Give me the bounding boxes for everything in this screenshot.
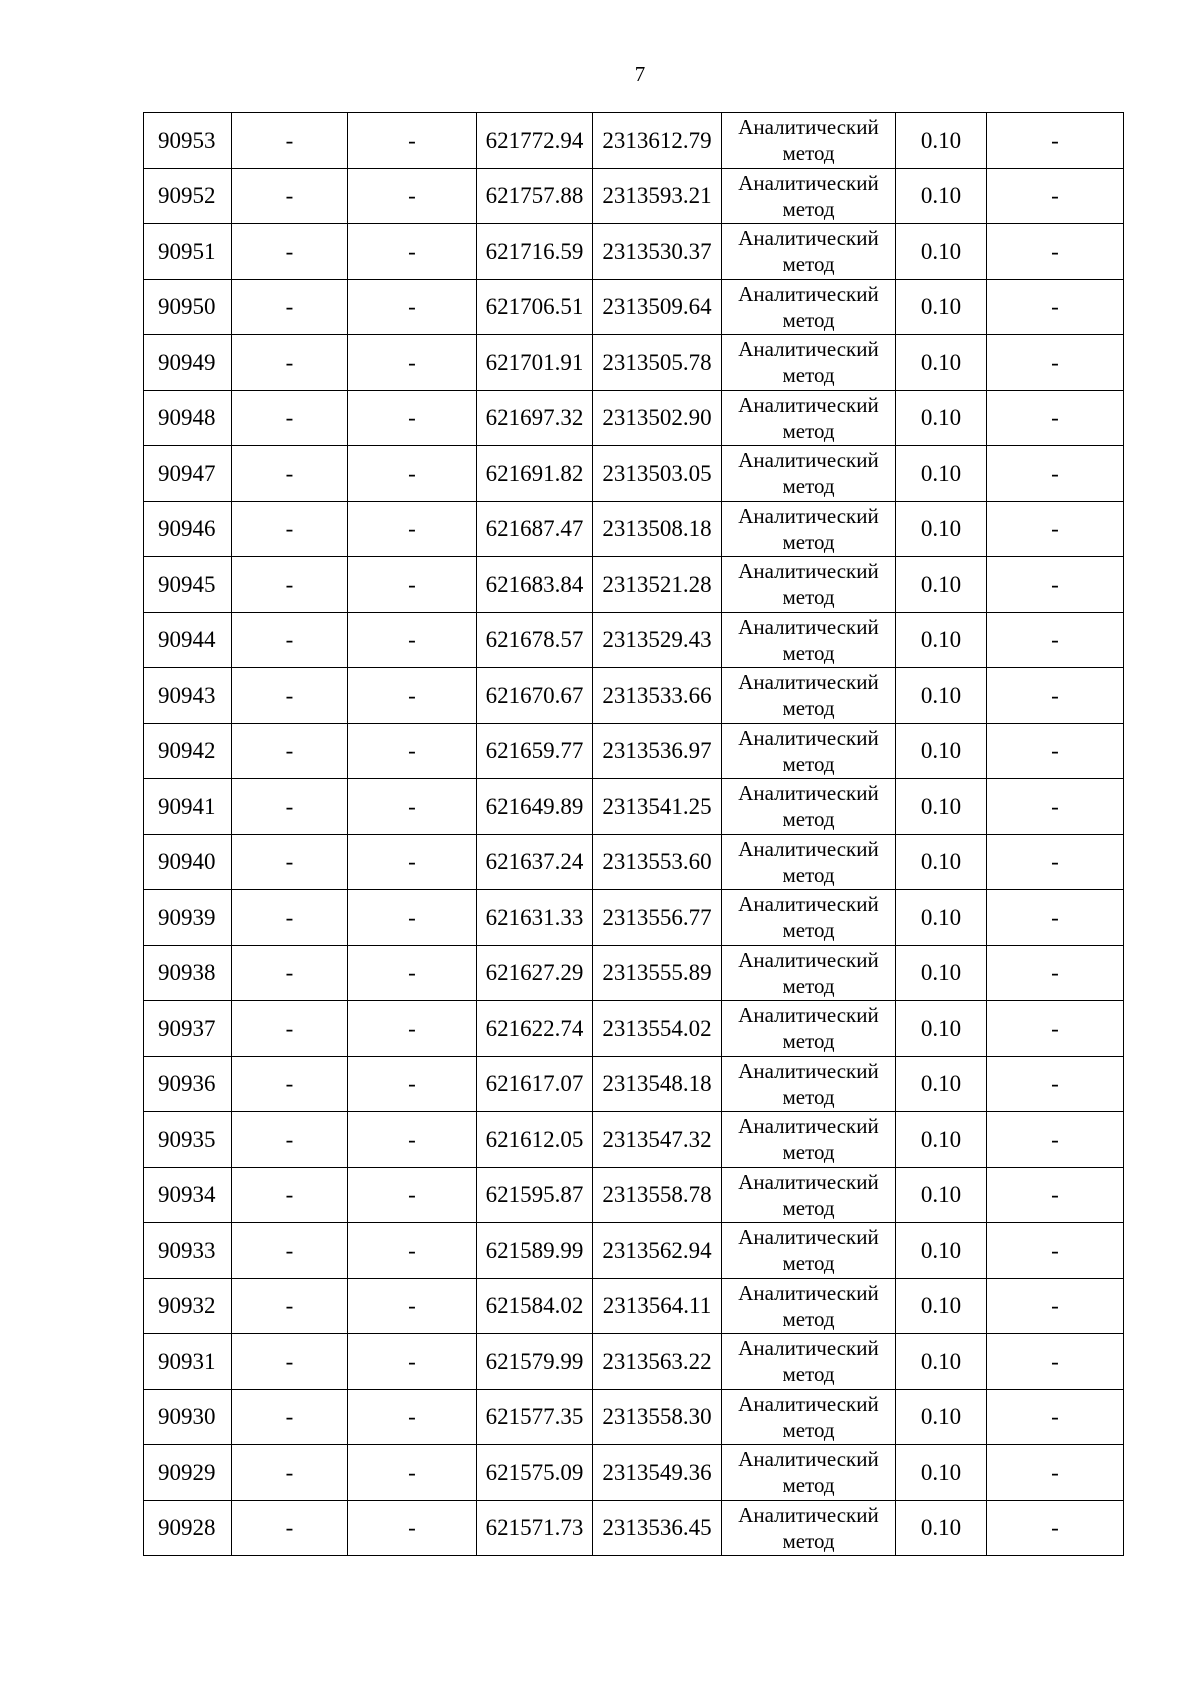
y-coordinate-cell: 2313555.89 [593, 945, 722, 1001]
method-cell [722, 557, 896, 613]
precision-cell: 0.10 [896, 224, 987, 280]
description-cell: - [987, 1001, 1124, 1057]
precision-cell: 0.10 [896, 1389, 987, 1445]
precision-cell: 0.10 [896, 279, 987, 335]
y-coordinate-cell: 2313509.64 [593, 279, 722, 335]
x-coordinate-cell: 621627.29 [477, 945, 593, 1001]
table-row [144, 224, 1124, 280]
table-row [144, 834, 1124, 890]
table-row [144, 1112, 1124, 1168]
description-cell: - [987, 668, 1124, 724]
method-label-line2: метод [782, 585, 835, 610]
method-cell [722, 668, 896, 724]
empty-cell: - [348, 279, 477, 335]
table-row [144, 501, 1124, 557]
empty-cell: - [232, 113, 348, 169]
point-id-cell: 90933 [144, 1223, 232, 1279]
empty-cell: - [232, 668, 348, 724]
empty-cell: - [348, 1167, 477, 1223]
y-coordinate-cell: 2313612.79 [593, 113, 722, 169]
table-row [144, 557, 1124, 613]
precision-cell: 0.10 [896, 1278, 987, 1334]
method-label-line1: Аналитический [738, 781, 879, 806]
description-cell: - [987, 1167, 1124, 1223]
y-coordinate-cell: 2313564.11 [593, 1278, 722, 1334]
method-label-line1: Аналитический [738, 1391, 879, 1416]
method-cell [722, 168, 896, 224]
empty-cell: - [348, 1389, 477, 1445]
x-coordinate-cell: 621649.89 [477, 779, 593, 835]
description-cell: - [987, 446, 1124, 502]
method-label-line1: Аналитический [738, 1447, 879, 1472]
method-label-line1: Аналитический [738, 1280, 879, 1305]
y-coordinate-cell: 2313530.37 [593, 224, 722, 280]
x-coordinate-cell: 621691.82 [477, 446, 593, 502]
description-cell: - [987, 168, 1124, 224]
precision-cell: 0.10 [896, 779, 987, 835]
description-cell: - [987, 612, 1124, 668]
point-id-cell: 90946 [144, 501, 232, 557]
x-coordinate-cell: 621622.74 [477, 1001, 593, 1057]
method-cell [722, 224, 896, 280]
method-cell [722, 1001, 896, 1057]
method-label-line2: метод [782, 918, 835, 943]
description-cell: - [987, 390, 1124, 446]
description-cell: - [987, 890, 1124, 946]
method-label-line2: метод [782, 196, 835, 221]
point-id-cell: 90929 [144, 1445, 232, 1501]
method-cell [722, 1223, 896, 1279]
method-label-line1: Аналитический [738, 1225, 879, 1250]
empty-cell: - [348, 1334, 477, 1390]
precision-cell: 0.10 [896, 390, 987, 446]
precision-cell: 0.10 [896, 501, 987, 557]
empty-cell: - [232, 834, 348, 890]
table-row [144, 1167, 1124, 1223]
empty-cell: - [348, 446, 477, 502]
y-coordinate-cell: 2313554.02 [593, 1001, 722, 1057]
y-coordinate-cell: 2313536.97 [593, 723, 722, 779]
table-row [144, 890, 1124, 946]
x-coordinate-cell: 621571.73 [477, 1500, 593, 1556]
empty-cell: - [232, 1445, 348, 1501]
method-label-line2: метод [782, 252, 835, 277]
x-coordinate-cell: 621579.99 [477, 1334, 593, 1390]
method-label-line2: метод [782, 1140, 835, 1165]
method-label-line1: Аналитический [738, 1502, 879, 1527]
y-coordinate-cell: 2313541.25 [593, 779, 722, 835]
method-label-line2: метод [782, 862, 835, 887]
method-cell [722, 1334, 896, 1390]
y-coordinate-cell: 2313529.43 [593, 612, 722, 668]
method-label-line1: Аналитический [738, 614, 879, 639]
method-label-line2: метод [782, 696, 835, 721]
precision-cell: 0.10 [896, 1112, 987, 1168]
method-label-line1: Аналитический [738, 226, 879, 251]
point-id-cell: 90947 [144, 446, 232, 502]
table-row [144, 779, 1124, 835]
method-cell [722, 279, 896, 335]
precision-cell: 0.10 [896, 1001, 987, 1057]
empty-cell: - [232, 390, 348, 446]
table-row [144, 335, 1124, 391]
empty-cell: - [232, 1112, 348, 1168]
precision-cell: 0.10 [896, 446, 987, 502]
x-coordinate-cell: 621687.47 [477, 501, 593, 557]
table-row [144, 1223, 1124, 1279]
empty-cell: - [348, 224, 477, 280]
method-label-line2: метод [782, 529, 835, 554]
empty-cell: - [348, 834, 477, 890]
description-cell: - [987, 834, 1124, 890]
description-cell: - [987, 335, 1124, 391]
x-coordinate-cell: 621659.77 [477, 723, 593, 779]
precision-cell: 0.10 [896, 1056, 987, 1112]
method-label-line1: Аналитический [738, 1336, 879, 1361]
empty-cell: - [232, 279, 348, 335]
x-coordinate-cell: 621716.59 [477, 224, 593, 280]
empty-cell: - [348, 612, 477, 668]
x-coordinate-cell: 621584.02 [477, 1278, 593, 1334]
empty-cell: - [348, 779, 477, 835]
precision-cell: 0.10 [896, 1167, 987, 1223]
table-row [144, 1001, 1124, 1057]
empty-cell: - [232, 1334, 348, 1390]
table-body [144, 113, 1124, 1556]
method-cell [722, 1389, 896, 1445]
empty-cell: - [232, 1001, 348, 1057]
precision-cell: 0.10 [896, 557, 987, 613]
point-id-cell: 90943 [144, 668, 232, 724]
x-coordinate-cell: 621670.67 [477, 668, 593, 724]
empty-cell: - [348, 557, 477, 613]
method-label-line2: метод [782, 141, 835, 166]
empty-cell: - [232, 446, 348, 502]
point-id-cell: 90940 [144, 834, 232, 890]
precision-cell: 0.10 [896, 612, 987, 668]
x-coordinate-cell: 621595.87 [477, 1167, 593, 1223]
method-label-line1: Аналитический [738, 281, 879, 306]
empty-cell: - [232, 612, 348, 668]
empty-cell: - [232, 557, 348, 613]
point-id-cell: 90931 [144, 1334, 232, 1390]
method-label-line2: метод [782, 973, 835, 998]
empty-cell: - [232, 1500, 348, 1556]
table-row [144, 113, 1124, 169]
empty-cell: - [348, 1001, 477, 1057]
empty-cell: - [348, 335, 477, 391]
method-cell [722, 834, 896, 890]
precision-cell: 0.10 [896, 168, 987, 224]
empty-cell: - [232, 168, 348, 224]
method-label-line2: метод [782, 1306, 835, 1331]
empty-cell: - [232, 1278, 348, 1334]
description-cell: - [987, 1056, 1124, 1112]
method-label-line1: Аналитический [738, 1169, 879, 1194]
method-label-line2: метод [782, 807, 835, 832]
x-coordinate-cell: 621575.09 [477, 1445, 593, 1501]
method-cell [722, 1500, 896, 1556]
method-cell [722, 890, 896, 946]
point-id-cell: 90950 [144, 279, 232, 335]
x-coordinate-cell: 621577.35 [477, 1389, 593, 1445]
table-row [144, 668, 1124, 724]
method-cell [722, 1278, 896, 1334]
empty-cell: - [348, 723, 477, 779]
method-cell [722, 335, 896, 391]
description-cell: - [987, 279, 1124, 335]
method-cell [722, 501, 896, 557]
method-label-line2: метод [782, 363, 835, 388]
point-id-cell: 90932 [144, 1278, 232, 1334]
y-coordinate-cell: 2313556.77 [593, 890, 722, 946]
table-row [144, 612, 1124, 668]
method-label-line2: метод [782, 307, 835, 332]
y-coordinate-cell: 2313508.18 [593, 501, 722, 557]
table-row [144, 723, 1124, 779]
y-coordinate-cell: 2313536.45 [593, 1500, 722, 1556]
x-coordinate-cell: 621683.84 [477, 557, 593, 613]
empty-cell: - [348, 1056, 477, 1112]
description-cell: - [987, 1112, 1124, 1168]
empty-cell: - [348, 1500, 477, 1556]
table-row [144, 1389, 1124, 1445]
y-coordinate-cell: 2313558.30 [593, 1389, 722, 1445]
empty-cell: - [348, 1445, 477, 1501]
method-label-line2: метод [782, 1195, 835, 1220]
method-cell [722, 446, 896, 502]
y-coordinate-cell: 2313553.60 [593, 834, 722, 890]
point-id-cell: 90949 [144, 335, 232, 391]
empty-cell: - [232, 335, 348, 391]
empty-cell: - [232, 890, 348, 946]
point-id-cell: 90939 [144, 890, 232, 946]
empty-cell: - [232, 945, 348, 1001]
empty-cell: - [348, 168, 477, 224]
coordinates-table [143, 112, 1124, 1556]
precision-cell: 0.10 [896, 1500, 987, 1556]
x-coordinate-cell: 621678.57 [477, 612, 593, 668]
y-coordinate-cell: 2313558.78 [593, 1167, 722, 1223]
precision-cell: 0.10 [896, 1334, 987, 1390]
method-label-line1: Аналитический [738, 337, 879, 362]
method-cell [722, 723, 896, 779]
description-cell: - [987, 1500, 1124, 1556]
method-label-line1: Аналитический [738, 392, 879, 417]
method-label-line1: Аналитический [738, 170, 879, 195]
x-coordinate-cell: 621631.33 [477, 890, 593, 946]
x-coordinate-cell: 621697.32 [477, 390, 593, 446]
method-cell [722, 1167, 896, 1223]
page-number: 7 [634, 62, 646, 86]
table-row [144, 1278, 1124, 1334]
y-coordinate-cell: 2313502.90 [593, 390, 722, 446]
precision-cell: 0.10 [896, 1445, 987, 1501]
precision-cell: 0.10 [896, 945, 987, 1001]
table-row [144, 446, 1124, 502]
empty-cell: - [348, 390, 477, 446]
y-coordinate-cell: 2313593.21 [593, 168, 722, 224]
description-cell: - [987, 501, 1124, 557]
point-id-cell: 90938 [144, 945, 232, 1001]
point-id-cell: 90935 [144, 1112, 232, 1168]
description-cell: - [987, 1389, 1124, 1445]
precision-cell: 0.10 [896, 668, 987, 724]
method-label-line2: метод [782, 1473, 835, 1498]
method-label-line1: Аналитический [738, 1003, 879, 1028]
method-cell [722, 1445, 896, 1501]
x-coordinate-cell: 621701.91 [477, 335, 593, 391]
y-coordinate-cell: 2313548.18 [593, 1056, 722, 1112]
description-cell: - [987, 557, 1124, 613]
point-id-cell: 90948 [144, 390, 232, 446]
description-cell: - [987, 779, 1124, 835]
point-id-cell: 90953 [144, 113, 232, 169]
empty-cell: - [232, 1389, 348, 1445]
method-label-line1: Аналитический [738, 670, 879, 695]
x-coordinate-cell: 621612.05 [477, 1112, 593, 1168]
method-label-line1: Аналитический [738, 892, 879, 917]
empty-cell: - [348, 890, 477, 946]
method-label-line1: Аналитический [738, 836, 879, 861]
precision-cell: 0.10 [896, 890, 987, 946]
empty-cell: - [348, 501, 477, 557]
method-label-line2: метод [782, 1084, 835, 1109]
y-coordinate-cell: 2313521.28 [593, 557, 722, 613]
point-id-cell: 90930 [144, 1389, 232, 1445]
method-cell [722, 612, 896, 668]
precision-cell: 0.10 [896, 113, 987, 169]
y-coordinate-cell: 2313562.94 [593, 1223, 722, 1279]
description-cell: - [987, 224, 1124, 280]
method-label-line1: Аналитический [738, 115, 879, 140]
precision-cell: 0.10 [896, 834, 987, 890]
point-id-cell: 90942 [144, 723, 232, 779]
table-row [144, 945, 1124, 1001]
method-label-line2: метод [782, 1528, 835, 1553]
point-id-cell: 90936 [144, 1056, 232, 1112]
method-label-line2: метод [782, 640, 835, 665]
method-label-line2: метод [782, 1029, 835, 1054]
empty-cell: - [232, 779, 348, 835]
y-coordinate-cell: 2313505.78 [593, 335, 722, 391]
point-id-cell: 90928 [144, 1500, 232, 1556]
empty-cell: - [232, 723, 348, 779]
method-cell [722, 390, 896, 446]
y-coordinate-cell: 2313563.22 [593, 1334, 722, 1390]
description-cell: - [987, 1445, 1124, 1501]
y-coordinate-cell: 2313547.32 [593, 1112, 722, 1168]
empty-cell: - [232, 1167, 348, 1223]
point-id-cell: 90937 [144, 1001, 232, 1057]
table-row [144, 168, 1124, 224]
y-coordinate-cell: 2313533.66 [593, 668, 722, 724]
y-coordinate-cell: 2313503.05 [593, 446, 722, 502]
empty-cell: - [348, 113, 477, 169]
empty-cell: - [232, 501, 348, 557]
method-label-line1: Аналитический [738, 448, 879, 473]
method-label-line1: Аналитический [738, 1114, 879, 1139]
method-label-line2: метод [782, 1417, 835, 1442]
method-label-line1: Аналитический [738, 559, 879, 584]
method-label-line1: Аналитический [738, 503, 879, 528]
empty-cell: - [232, 224, 348, 280]
empty-cell: - [348, 668, 477, 724]
method-label-line2: метод [782, 751, 835, 776]
method-label-line1: Аналитический [738, 725, 879, 750]
empty-cell: - [232, 1223, 348, 1279]
x-coordinate-cell: 621617.07 [477, 1056, 593, 1112]
empty-cell: - [348, 1223, 477, 1279]
point-id-cell: 90945 [144, 557, 232, 613]
description-cell: - [987, 113, 1124, 169]
method-label-line2: метод [782, 474, 835, 499]
precision-cell: 0.10 [896, 723, 987, 779]
table-row [144, 1334, 1124, 1390]
precision-cell: 0.10 [896, 335, 987, 391]
y-coordinate-cell: 2313549.36 [593, 1445, 722, 1501]
method-label-line2: метод [782, 1362, 835, 1387]
empty-cell: - [348, 945, 477, 1001]
method-label-line2: метод [782, 1251, 835, 1276]
table-row [144, 1445, 1124, 1501]
x-coordinate-cell: 621589.99 [477, 1223, 593, 1279]
method-label-line2: метод [782, 418, 835, 443]
method-label-line1: Аналитический [738, 1058, 879, 1083]
method-cell [722, 945, 896, 1001]
point-id-cell: 90951 [144, 224, 232, 280]
table-row [144, 1500, 1124, 1556]
point-id-cell: 90944 [144, 612, 232, 668]
empty-cell: - [348, 1278, 477, 1334]
method-cell [722, 113, 896, 169]
empty-cell: - [232, 1056, 348, 1112]
precision-cell: 0.10 [896, 1223, 987, 1279]
description-cell: - [987, 945, 1124, 1001]
method-label-line1: Аналитический [738, 947, 879, 972]
x-coordinate-cell: 621772.94 [477, 113, 593, 169]
point-id-cell: 90952 [144, 168, 232, 224]
x-coordinate-cell: 621706.51 [477, 279, 593, 335]
description-cell: - [987, 1334, 1124, 1390]
description-cell: - [987, 1223, 1124, 1279]
table-row [144, 390, 1124, 446]
empty-cell: - [348, 1112, 477, 1168]
point-id-cell: 90934 [144, 1167, 232, 1223]
point-id-cell: 90941 [144, 779, 232, 835]
x-coordinate-cell: 621757.88 [477, 168, 593, 224]
table-row [144, 1056, 1124, 1112]
table-row [144, 279, 1124, 335]
method-cell [722, 779, 896, 835]
method-cell [722, 1056, 896, 1112]
x-coordinate-cell: 621637.24 [477, 834, 593, 890]
method-cell [722, 1112, 896, 1168]
description-cell: - [987, 1278, 1124, 1334]
description-cell: - [987, 723, 1124, 779]
